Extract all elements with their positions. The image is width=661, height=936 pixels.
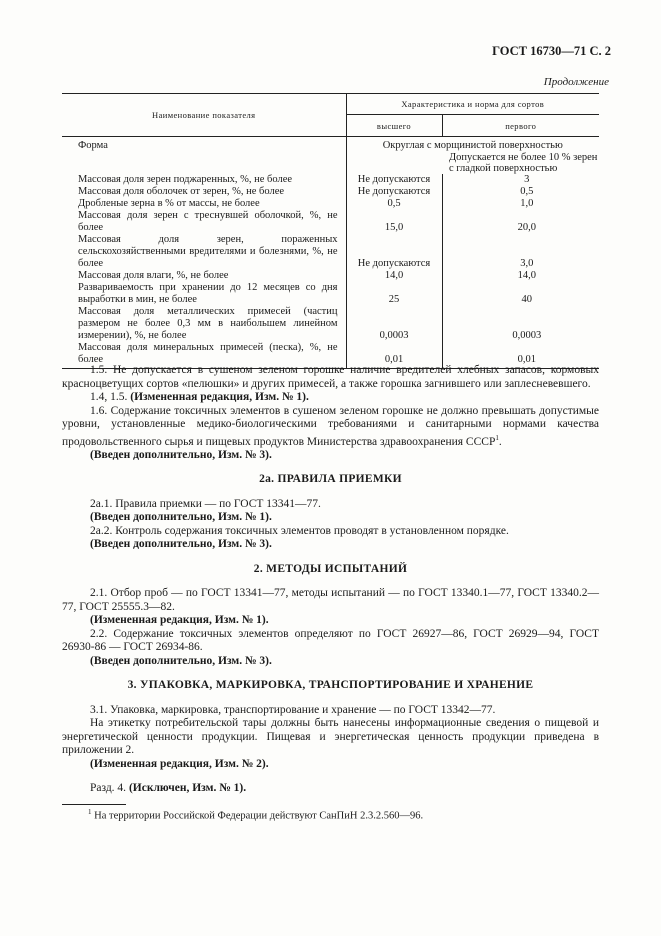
row-name: Массовая доля зерен с треснувшей оболочкой, %, не более bbox=[78, 210, 338, 233]
col-high-header: высшего bbox=[346, 115, 442, 137]
document-body bbox=[62, 364, 599, 796]
row-name: Дробленые зерна в % от массы, не более bbox=[78, 198, 260, 209]
row-high-value: 25 bbox=[346, 282, 442, 306]
row-first-value: 3 bbox=[442, 174, 599, 186]
row-high-value: 0,01 bbox=[346, 342, 442, 369]
row-first-value: 20,0 bbox=[442, 210, 599, 234]
row-first-value: 0,5 bbox=[442, 186, 599, 198]
row-name: Массовая доля оболочек от зерен, %, не более bbox=[78, 186, 285, 197]
col-name-header: Наименование показателя bbox=[62, 94, 346, 137]
paragraph-2-2: 2.2. Содержание токсичных элементов определяют по ГОСТ 26927—86, ГОСТ 26929—94, ГОСТ 26930-86 — ГОСТ 26934-86. bbox=[62, 627, 599, 654]
footnote-divider bbox=[62, 804, 126, 805]
table-row bbox=[62, 306, 599, 342]
form-description: Округлая с морщинистой поверхностью bbox=[382, 140, 563, 151]
paragraph-3-1: 3.1. Упаковка, маркировка, транспортирование и хранение — по ГОСТ 13342—77. bbox=[90, 703, 496, 716]
row-name: Массовая доля минеральных примесей (песка), %, не более bbox=[62, 342, 346, 369]
paragraph-2a-2-note: (Введен дополнительно, Изм. № 3). bbox=[90, 538, 272, 551]
paragraph-1-4-note bbox=[62, 391, 599, 405]
paragraph-2a-2: 2а.2. Контроль содержания токсичных элементов проводят в установленном порядке. bbox=[90, 524, 509, 537]
footnote-ref: 1 bbox=[495, 433, 499, 442]
paragraph-3-1-b: На этикетку потребительской тары должны быть нанесены информационные сведения о пищевой и энергетической ценности продукции. Пищевая и энергетическая ценность продукции приведена в приложении 2. bbox=[62, 717, 599, 757]
table-row bbox=[62, 270, 599, 282]
row-name: Массовая доля влаги, %, не более bbox=[78, 270, 229, 281]
row-name: Развариваемость при хранении до 12 месяцев со дня выработки в мин, не более bbox=[78, 282, 338, 305]
section-2a-heading: 2а. ПРАВИЛА ПРИЕМКИ bbox=[259, 473, 402, 486]
section-4-bold: (Исключен, Изм. № 1). bbox=[128, 782, 247, 795]
paragraph-1-5: 1.5. Не допускается в сушеном зеленом горошке наличие вредителей хлебных запасов, кормовых красноцветущих сортов «пелюшки» и других примесей, а также горошка загнившего или заплесневевшего. bbox=[62, 364, 599, 390]
row-name: Форма bbox=[78, 140, 108, 151]
row-first-value: 1,0 bbox=[442, 198, 599, 210]
row-high-value: 15,0 bbox=[346, 210, 442, 234]
row-high-value: Не допускаются bbox=[346, 186, 442, 198]
paragraph-2-2-note: (Введен дополнительно, Изм. № 3). bbox=[90, 654, 272, 667]
row-first-value: 14,0 bbox=[442, 270, 599, 282]
row-first-value: 40 bbox=[442, 282, 599, 306]
paragraph-2a-1: 2а.1. Правила приемки — по ГОСТ 13341—77. bbox=[90, 497, 321, 510]
section-2-heading: 2. МЕТОДЫ ИСПЫТАНИЙ bbox=[253, 562, 408, 575]
paragraph-2-1: 2.1. Отбор проб — по ГОСТ 13341—77, методы испытаний — по ГОСТ 13340.1—77, ГОСТ 13340.2—77, ГОСТ 25555.3—82. bbox=[62, 587, 599, 613]
note-bold: (Измененная редакция, Изм. № 1). bbox=[130, 391, 309, 403]
table-row bbox=[62, 210, 599, 234]
footnote-text: На территории Российской Федерации действуют СанПиН 2.3.2.560—96. bbox=[94, 810, 424, 822]
doc-reference: ГОСТ 16730—71 С. 2 bbox=[492, 44, 611, 58]
form-first-note: Допускается не более 10 % зерен с гладкой поверхностью bbox=[449, 152, 598, 174]
continuation-label: Продолжение bbox=[543, 76, 609, 88]
col-first-header: первого bbox=[442, 115, 599, 137]
section-4-num: Разд. 4. bbox=[90, 782, 127, 795]
note-num: 1.4, 1.5. bbox=[90, 391, 128, 403]
table-row bbox=[62, 186, 599, 198]
row-first-value: 0,01 bbox=[442, 342, 599, 369]
row-high-value: 14,0 bbox=[346, 270, 442, 282]
table-row bbox=[62, 137, 599, 175]
table-row bbox=[62, 234, 599, 270]
row-first-value: 3,0 bbox=[442, 234, 599, 270]
p16-text: 1.6. Содержание токсичных элементов в сушеном зеленом горошке не должно превышать допустимые уровни, установленные медико-биологическими требованиями и санитарными нормами качества продовольственного сырья и пищевых продуктов Министерства здравоохранения СССР bbox=[62, 404, 599, 448]
table-row bbox=[62, 282, 599, 306]
row-high-value: 0,0003 bbox=[346, 306, 442, 342]
quality-table bbox=[62, 93, 599, 369]
row-name: Массовая доля зерен, пораженных сельскохозяйственными вредителями и болезнями, %, не более bbox=[78, 234, 338, 269]
section-4-note bbox=[62, 782, 599, 796]
paragraph-1-6-note: (Введен дополнительно, Изм. № 3). bbox=[90, 448, 272, 461]
row-high-value: Не допускаются bbox=[346, 174, 442, 186]
section-3-heading: 3. УПАКОВКА, МАРКИРОВКА, ТРАНСПОРТИРОВАНИЕ И ХРАНЕНИЕ bbox=[127, 679, 534, 692]
paragraph-2-1-note: (Измененная редакция, Изм. № 1). bbox=[90, 614, 269, 627]
form-merged-value bbox=[346, 137, 599, 175]
col-group-header: Характеристика и норма для сортов bbox=[346, 94, 599, 115]
row-first-value: 0,0003 bbox=[442, 306, 599, 342]
row-high-value: 0,5 bbox=[346, 198, 442, 210]
row-name: Массовая доля металлических примесей (частиц размером не более 0,3 мм в наибольшем линейном измерении), %, не более bbox=[78, 306, 338, 341]
paragraph-3-1-note: (Измененная редакция, Изм. № 2). bbox=[90, 757, 269, 770]
row-high-value: Не допускаются bbox=[346, 234, 442, 270]
table-row bbox=[62, 198, 599, 210]
footnote-mark: 1 bbox=[88, 808, 92, 816]
footnote bbox=[62, 808, 423, 822]
paragraph-2a-1-note: (Введен дополнительно, Изм. № 1). bbox=[90, 511, 272, 524]
paragraph-1-6: 1.6. Содержание токсичных элементов в сушеном зеленом горошке не должно превышать допустимые уровни, установленные медико-биологическими требованиями и санитарными нормами качества продовольственного сырья и пищевых продуктов Министерства здравоохранения СССР$^1$. bbox=[62, 404, 599, 448]
table-row bbox=[62, 174, 599, 186]
row-name: Массовая доля зерен поджаренных, %, не более bbox=[78, 174, 293, 185]
